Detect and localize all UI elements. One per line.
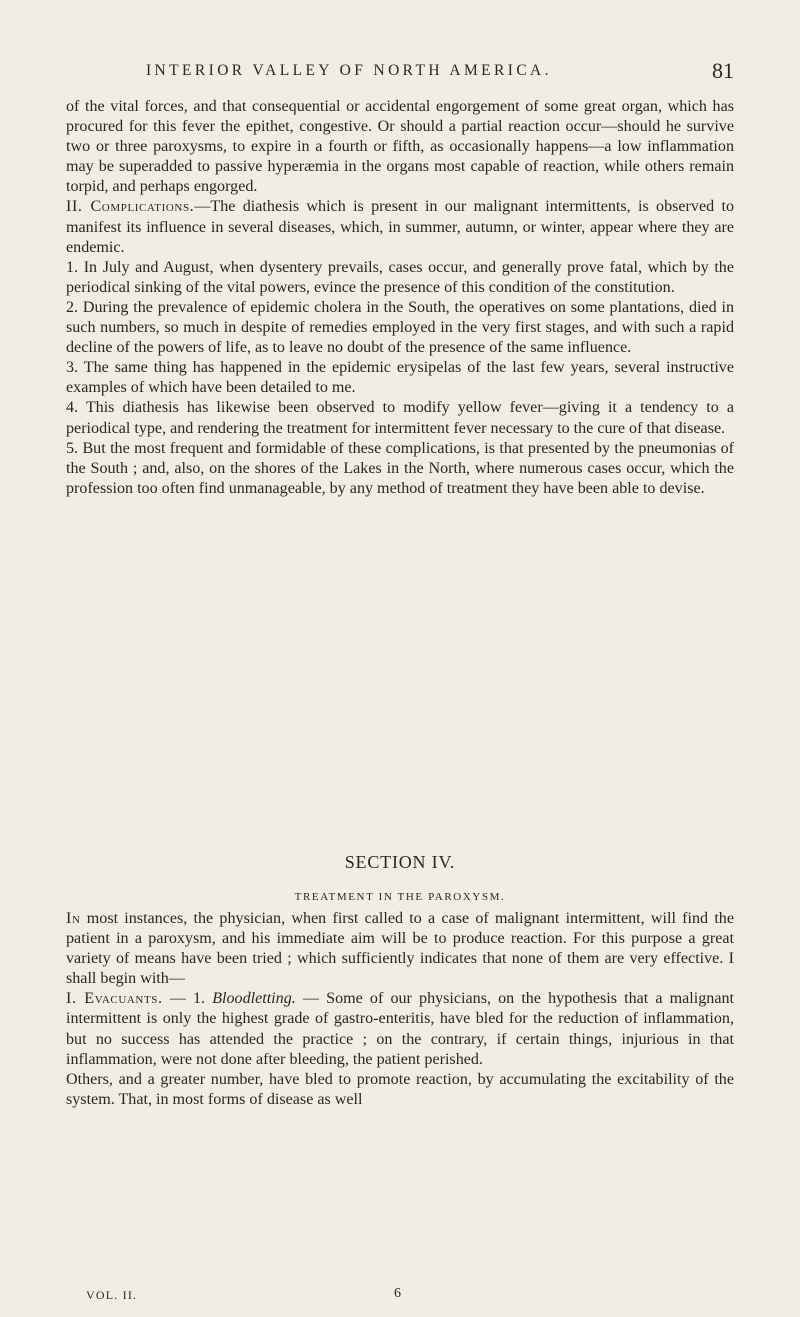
complication-item-3: 3. The same thing has happened in the epidemic erysipelas of the last few years, several instructive examples of which have been detailed to me. xyxy=(66,359,734,397)
bloodletting-heading: Bloodletting. xyxy=(212,990,296,1008)
complications-paragraph xyxy=(66,197,734,257)
page-number: 81 xyxy=(712,58,734,83)
evacuants-label: I. Evacuants. xyxy=(66,990,163,1008)
treatment-intro-paragraph xyxy=(66,909,734,989)
running-head xyxy=(66,58,734,88)
volume-marker: VOL. II. xyxy=(86,1288,138,1302)
complication-item-5: 5. But the most frequent and formidable of these complications, is that presented by the pneumonias of the South ; and, also, on the shores of the Lakes in the North, where numerous cases occur, which the profession too often find unmanageable, by any method of treatment they have been able to devise. xyxy=(66,439,734,497)
body-text-lower xyxy=(66,909,734,1110)
complication-item-4: 4. This diathesis has likewise been observed to modify yellow fever—giving it a tendency to a periodical type, and rendering the treatment for intermittent fever necessary to the cure of that disease. xyxy=(66,399,734,437)
evacuants-text: — Some of our physicians, on the hypothesis that a malignant intermittent is only the highest grade of gastro-enteritis, have bled for the reduction of inflammation, but no success has attended the practice ; on the contrary, if certain things, injurious in that inflammation, were not done after bleeding, the patient perished. xyxy=(66,990,734,1068)
treatment-intro-lead: In xyxy=(66,910,81,927)
evacuants-number: — 1. xyxy=(162,990,213,1008)
evacuants-paragraph xyxy=(66,989,734,1069)
complication-item-1: 1. In July and August, when dysentery prevails, cases occur, and generally prove fatal, which by the periodical sinking of the vital powers, evince the presence of this condition of the constitution. xyxy=(66,258,734,296)
complications-label: II. Complications. xyxy=(66,198,195,216)
body-text-upper xyxy=(66,97,734,499)
signature-mark: 6 xyxy=(394,1286,401,1301)
running-title: INTERIOR VALLEY OF NORTH AMERICA. xyxy=(146,62,552,79)
section-subheading: TREATMENT IN THE PAROXYSM. xyxy=(294,891,506,903)
treatment-intro-text: most instances, the physician, when first called to a case of malignant intermittent, will find the patient in a paroxysm, and his immediate aim will be to produce reaction. For this purpose a great variety of means have been tried ; which sufficiently indicates that none of them are very effective. I shall begin with— xyxy=(66,910,734,988)
continuation-paragraph: of the vital forces, and that consequential or accidental engorgement of some great organ, which has procured for this fever the epithet, congestive. Or should a partial reaction occur—should he survive two or three paroxysms, to expire in a fourth or fifth, as occasionally happens—a low inflammation may be superadded to passive hyperæmia in the organs most capable of reaction, while others remain torpid, and perhaps engorged. xyxy=(66,98,734,196)
section-heading: SECTION IV. xyxy=(344,852,456,872)
others-paragraph: Others, and a greater number, have bled to promote reaction, by accumulating the excitability of the system. That, in most forms of disease as well xyxy=(66,1070,734,1108)
complication-item-2: 2. During the prevalence of epidemic cholera in the South, the operatives on some plantations, died in such numbers, so much in despite of remedies employed in the very first stages, and with such a rapid decline of the powers of life, as to leave no doubt of the presence of the same influence. xyxy=(66,298,734,357)
complications-text: —The diathesis which is present in our malignant intermittents, is observed to manifest its influence in several diseases, which, in summer, autumn, or winter, appear where they are endemic. xyxy=(66,198,734,256)
